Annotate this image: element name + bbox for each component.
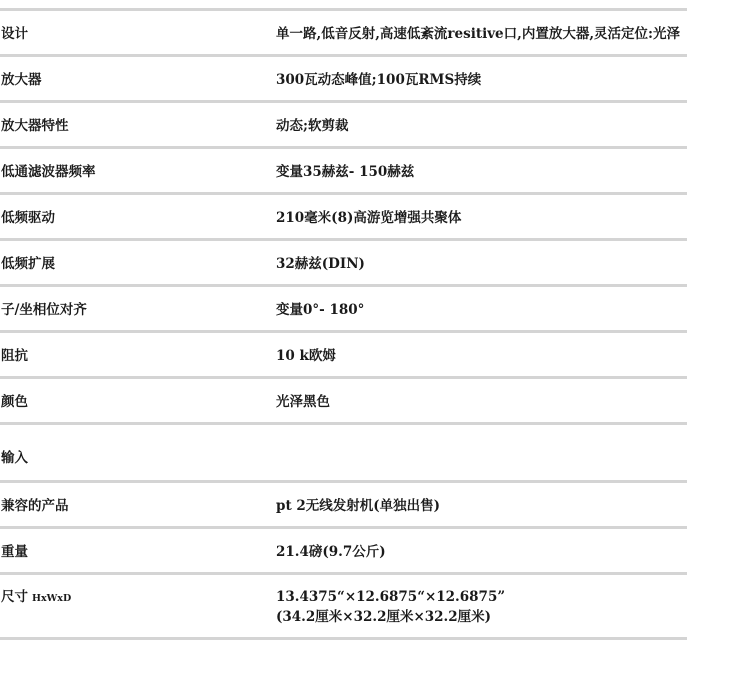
spec-table <box>0 8 687 640</box>
spec-value: pt 2无线发射机(单独出售) <box>276 498 441 514</box>
spec-label: 低通滤波器频率 <box>1 164 96 180</box>
spec-value <box>276 587 687 627</box>
spec-row-lowpass-frequency <box>0 149 687 192</box>
spec-label: 设计 <box>1 26 28 42</box>
spec-label: 兼容的产品 <box>1 498 69 514</box>
spec-value: 10 k欧姆 <box>276 348 336 364</box>
dimensions-label: 尺寸 <box>1 589 28 605</box>
spec-row-phase-alignment <box>0 287 687 330</box>
spec-row-color <box>0 379 687 422</box>
spec-value: 变量0°- 180° <box>276 302 365 318</box>
spec-value: 21.4磅(9.7公斤) <box>276 544 386 560</box>
spec-value: 210毫米(8)高游览增强共聚体 <box>276 210 462 226</box>
spec-row-weight <box>0 529 687 572</box>
spec-label: 阻抗 <box>1 348 28 364</box>
spec-value: 32赫兹(DIN) <box>276 256 365 272</box>
row-divider <box>0 637 687 640</box>
spec-label: 输入 <box>1 450 28 466</box>
spec-label: 子/坐相位对齐 <box>1 302 87 318</box>
spec-label: 低频扩展 <box>1 256 55 272</box>
spec-row-impedance <box>0 333 687 376</box>
spec-value: 动态;软剪裁 <box>276 118 349 134</box>
spec-label: 重量 <box>1 544 28 560</box>
spec-row-lf-driver <box>0 195 687 238</box>
spec-label: 低频驱动 <box>1 210 55 226</box>
spec-row-inputs <box>0 425 687 480</box>
spec-row-dimensions <box>0 575 687 637</box>
spec-row-lf-extension <box>0 241 687 284</box>
spec-value: 单一路,低音反射,高速低紊流resitive口,内置放大器,灵活定位:光泽 <box>276 26 681 42</box>
spec-label: 放大器特性 <box>1 118 69 134</box>
dimensions-cm: (34.2厘米×32.2厘米×32.2厘米) <box>276 609 492 625</box>
spec-row-design <box>0 11 687 54</box>
spec-row-amplifier-characteristics <box>0 103 687 146</box>
dimensions-sublabel: HxWxD <box>32 593 72 604</box>
spec-label: 颜色 <box>1 394 28 410</box>
spec-value: 光泽黑色 <box>276 394 330 410</box>
spec-value: 变量35赫兹- 150赫兹 <box>276 164 415 180</box>
dimensions-inches: 13.4375“×12.6875“×12.6875” <box>276 589 506 605</box>
spec-label: 放大器 <box>1 72 42 88</box>
spec-label <box>0 587 276 609</box>
spec-row-amplifier <box>0 57 687 100</box>
spec-value: 300瓦动态峰值;100瓦RMS持续 <box>276 72 482 88</box>
spec-row-compatible-products <box>0 483 687 526</box>
